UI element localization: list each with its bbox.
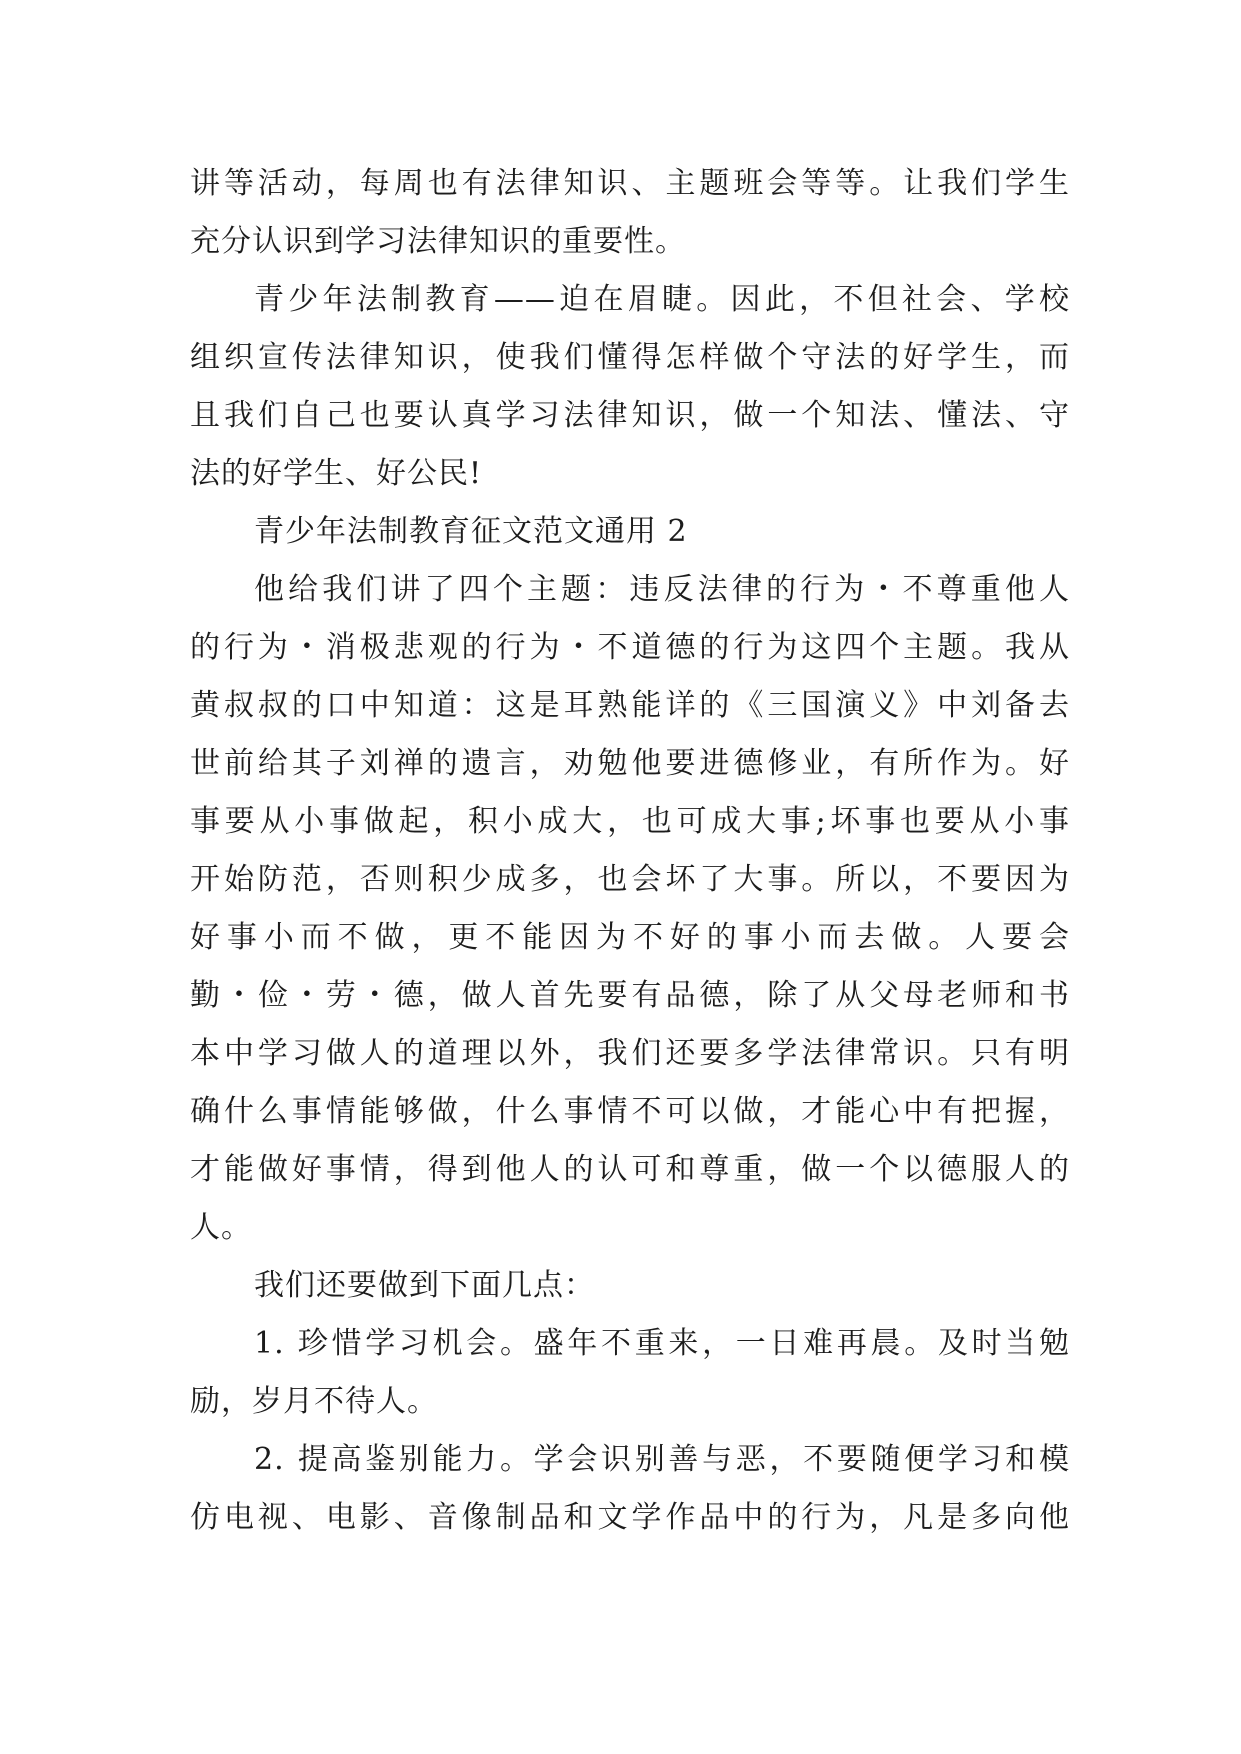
text-line: 事要从小事做起，积小成大，也可成大事;坏事也要从小事 [190,804,1070,839]
text-line: 他给我们讲了四个主题：违反法律的行为・不尊重他人 [254,572,1070,607]
text-line: 组织宣传法律知识，使我们懂得怎样做个守法的好学生，而 [190,340,1070,375]
text-line: 法的好学生、好公民! [190,456,483,491]
text-line: 好事小而不做，更不能因为不好的事小而去做。人要会 [190,920,1070,955]
text-line: 青少年法制教育——迫在眉睫。因此，不但社会、学校 [254,282,1070,317]
text-line: 确什么事情能够做，什么事情不可以做，才能心中有把握， [190,1094,1070,1129]
text-line: 我们还要做到下面几点： [254,1268,595,1303]
text-line: 且我们自己也要认真学习法律知识，做一个知法、懂法、守 [190,398,1070,433]
text-line: 开始防范，否则积少成多，也会坏了大事。所以，不要因为 [190,862,1070,897]
text-line: 充分认识到学习法律知识的重要性。 [190,224,686,259]
text-line: 励，岁月不待人。 [190,1384,438,1419]
text-line: 的行为・消极悲观的行为・不道德的行为这四个主题。我从 [190,630,1070,665]
text-line: 才能做好事情，得到他人的认可和尊重，做一个以德服人的 [190,1152,1070,1187]
list-item-1: 1. 珍惜学习机会。盛年不重来，一日难再晨。及时当勉 [254,1326,1070,1361]
text-line: 讲等活动，每周也有法律知识、主题班会等等。让我们学生 [190,166,1070,201]
text-line: 人。 [190,1210,252,1245]
document-body [190,155,1070,1547]
text-line: 世前给其子刘禅的遗言，劝勉他要进德修业，有所作为。好 [190,746,1070,781]
text-line: 本中学习做人的道理以外，我们还要多学法律常识。只有明 [190,1036,1070,1071]
text-line: 黄叔叔的口中知道：这是耳熟能详的《三国演义》中刘备去 [190,688,1070,723]
text-line: 仿电视、电影、音像制品和文学作品中的行为，凡是多向他 [190,1500,1070,1535]
section-heading: 青少年法制教育征文范文通用 2 [254,514,688,549]
list-item-2: 2. 提高鉴别能力。学会识别善与恶，不要随便学习和模 [254,1442,1070,1477]
text-line: 勤・俭・劳・德，做人首先要有品德，除了从父母老师和书 [190,978,1070,1013]
